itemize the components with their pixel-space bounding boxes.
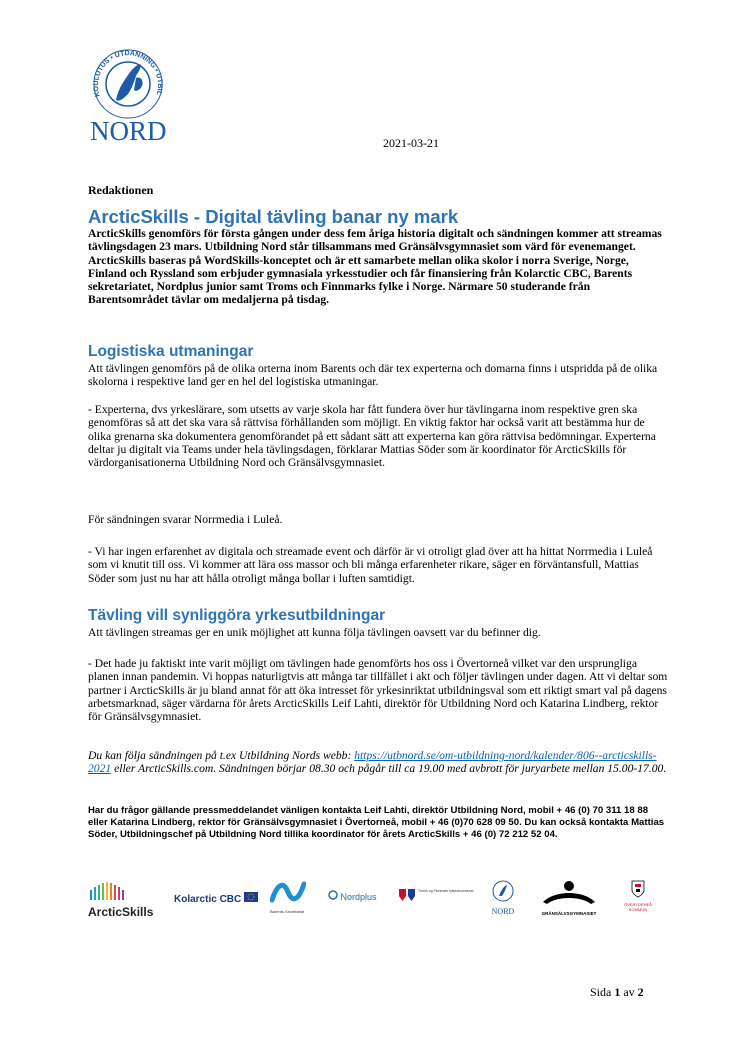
arcticskills-logo xyxy=(88,882,158,919)
section-heading-logistics: Logistiska utmaningar xyxy=(88,343,254,360)
arcticskills-bars-icon xyxy=(88,882,138,900)
partner-logos xyxy=(88,880,658,928)
page-prefix: Sida xyxy=(590,985,615,999)
stream-info-details: eller ArcticSkills.com. Sändningen börjar 08.30 och pågår till ca 19.00 med avbrott för juryarbete mellan 15.00-17.00. xyxy=(111,762,667,776)
kolarctic-wordmark: Kolarctic CBC xyxy=(174,894,242,905)
paragraph: Att tävlingen genomförs på de olika orterna inom Barents och där tex experterna och domarna finns i utspridda på de olika skolorna i respektive land ger en hel del logistiska utmaningar. xyxy=(88,362,658,389)
stream-info-paragraph xyxy=(88,749,668,776)
overtornea-wordmark: ÖVERTORNEÅ KOMMUN xyxy=(624,902,652,912)
paragraph: - Det hade ju faktiskt inte varit möjligt om tävlingen hade genomförts hos oss i Övertorneå vilket var den ursprungliga planen innan pandemin. Vi hoppas naturligtvis att många tar tillfället i akt och följer tävlingen under dagen. Att vi deltar som partner i ArcticSkills är ju bland annat för att öka intresset för yrkesinriktat utbildningsval som ett riktigt smart val på dagens arbetsmarknad, säger värdarna för årets ArcticSkills Leif Lahti, direktör för Utbildning Nord och Katarina Lindberg, rektor för Gränsälvsgymnasiet. xyxy=(88,657,668,724)
logo-wordmark: NORD xyxy=(90,116,167,146)
barents-wordmark: Barents Secretariat xyxy=(270,909,305,914)
article-title: ArcticSkills - Digital tävling banar ny mark xyxy=(88,206,459,227)
nord-small-logo xyxy=(488,880,518,916)
arcticskills-wordmark: ArcticSkills xyxy=(88,905,154,919)
gransalv-wordmark: GRÄNSÄLVSGYMNASIET xyxy=(541,911,597,916)
coat-of-arms-icon xyxy=(631,880,645,898)
paragraph: Att tävlingen streamas ger en unik möjlighet att kunna följa tävlingen oavsett var du befinner dig. xyxy=(88,626,541,639)
barents-wave-icon xyxy=(270,880,306,904)
kolarctic-logo xyxy=(174,892,258,905)
page-total: 2 xyxy=(637,985,644,999)
gransalvsgymnasiet-logo xyxy=(534,880,604,916)
utbildning-nord-logo xyxy=(82,44,174,154)
paragraph: - Experterna, dvs yrkeslärare, som utsetts av varje skola har fått fundera över hur tävlingarna inom respektive gren ska genomföras så att det ska vara så rättvisa förhållanden som möjligt. En viktig faktor har också varit att bestämma hur de olika grenarna ska dokumentera genomförandet på ett sådant sätt att experterna kan göra rättvisa bedömningar. Experterna deltar ju digitalt via Teams under hela tävlingsdagen, förklarar Mattias Söder som är koordinator för ArcticSkills för värdorganisationerna Utbildning Nord och Gränsälvsgymnasiet. xyxy=(88,403,656,470)
paragraph: För sändningen svarar Norrmedia i Luleå. xyxy=(88,513,283,526)
page-middle: av xyxy=(620,985,638,999)
article-lead: ArcticSkills genomförs för första gången under dess fem åriga historia digitalt och sändningen kommer att streamas tävlingsdagen 23 mars. Utbildning Nord står tillsammans med Gränsälvsgymnasiet som värd för evenemanget. ArcticSkills baseras på WordSkills-konceptet och är ett samarbete mellan olika skolor i norra Sverige, Norge, Finland och Ryssland som erbjuder gymnasiala yrkesstudier och får finansiering från Kolarctic CBC, Barents sekretariatet, Nordplus junior samt Troms och Finnmarks fylke i Norge. Närmare 50 studerande från Barentsområdet tävlar om medaljerna på tisdag. xyxy=(88,227,662,307)
logo-ring-text: KOULUTUS • UTDANNING • UTBIL xyxy=(92,50,164,98)
stream-info-intro: Du kan följa sändningen på t.ex Utbildning Nords webb: xyxy=(88,749,355,762)
paragraph: - Vi har ingen erfarenhet av digitala och streamade event och därför är vi otroligt glad över att ha hittat Norrmedia i Luleå som vi knutit till oss. Vi kommer att lära oss massor och bli många erfarenheter rikare, säger en förväntansfull, Mattias Söder som just nu har att hålla otroligt många bollar i luften samtidigt. xyxy=(88,545,653,585)
barents-secretariat-logo xyxy=(270,880,310,914)
troms-finnmark-logo xyxy=(398,888,478,907)
stream-link[interactable]: https://utbnord.se/om-utbildning-nord/kalender/806--arcticskills-2021 xyxy=(88,749,657,776)
eu-flag-icon xyxy=(244,892,258,902)
page-number xyxy=(590,985,644,1000)
nord-emblem-icon xyxy=(492,880,514,902)
nordplus-logo xyxy=(328,890,377,902)
recipient-line: Redaktionen xyxy=(88,183,154,197)
nordplus-icon xyxy=(328,890,338,900)
troms-wordmark: Troms og Finnmark fylkeskommune xyxy=(418,889,474,893)
contact-paragraph: Har du frågor gällande pressmeddelandet vänligen kontakta Leif Lahti, direktör Utbildning Nord, mobil + 46 (0) 70 311 18 88 eller Katarina Lindberg, rektor för Gränsälvsgymnasiet i Övertorneå, mobil + 46 (0)70 628 09 50. Du kan också kontakta Mattias Söder, Utbildningschef på Utbildning Nord tillika koordinator för årets ArcticSkills + 46 (0) 72 212 52 04. xyxy=(88,805,665,841)
nordplus-wordmark: Nordplus xyxy=(340,892,377,902)
document-date: 2021-03-21 xyxy=(383,136,439,150)
nordic-map-icon xyxy=(82,44,174,124)
page-current: 1 xyxy=(614,985,621,999)
county-shields-icon xyxy=(398,888,416,902)
section-heading-visibility: Tävling vill synliggöra yrkesutbildningar xyxy=(88,607,386,624)
gransalv-figure-icon xyxy=(541,880,597,906)
nord-small-wordmark: NORD xyxy=(491,907,515,916)
overtornea-logo xyxy=(618,880,658,912)
